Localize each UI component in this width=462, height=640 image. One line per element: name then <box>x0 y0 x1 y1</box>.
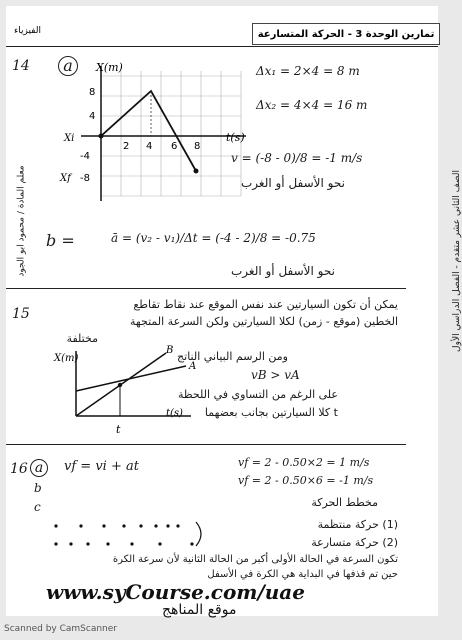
q15-divider <box>6 444 406 445</box>
q15-line6: t كلا السيارتين بجانب بعضهما <box>204 406 338 419</box>
worksheet-page <box>6 6 462 618</box>
motion-bracket <box>196 522 201 546</box>
q15-label-a: A <box>189 361 197 372</box>
q14-x-label: t(s) <box>226 131 245 144</box>
motion-dots-row-2 <box>54 542 193 545</box>
q16-motion-2: (2) حركة متسارعة <box>311 536 398 549</box>
q14-dx2: Δx₂ = 4×4 = 16 m <box>256 98 368 112</box>
q14-end-point <box>194 169 199 174</box>
teacher-name: معلم المادة / محمود ابو الجود <box>16 165 27 277</box>
q15-label-b: B <box>166 345 174 356</box>
motion-dots-row-1 <box>54 524 179 527</box>
y-tick-4: 4 <box>89 111 96 122</box>
q15-intersection-point <box>118 383 122 387</box>
q14-divider <box>6 288 406 289</box>
q14-velocity-note: نحو الأسفل أو الغرب <box>241 176 345 190</box>
q16-equation-1: vf = 2 - 0.50×2 = 1 m/s <box>238 456 370 469</box>
x-tick-4: 4 <box>146 141 153 152</box>
x-tick-2: 2 <box>123 141 130 152</box>
y-tick-8: 8 <box>89 87 96 98</box>
q16-part-b: b <box>34 481 42 495</box>
q14-dx1: Δx₁ = 2×4 = 8 m <box>256 64 360 78</box>
q16-note-2: حين تم قذفها في البداية هي الكرة في الأسفل <box>207 569 398 580</box>
q15-line3: مختلفة <box>66 332 98 345</box>
q16-motion-title: مخطط الحركة <box>311 496 378 509</box>
q14-part-b: b = <box>46 231 75 250</box>
subject-label: الفيزياء <box>14 26 41 36</box>
q15-label-t: t <box>116 423 121 436</box>
header-divider <box>6 46 438 47</box>
footer-website-link[interactable]: www.syCourse.com/uae <box>46 580 305 604</box>
q14-velocity-equation: v = (-8 - 0)/8 = -1 m/s <box>231 151 363 165</box>
q15-line2: الخطين (موقع - زمن) لكلا السيارتين ولكن السرعة المتجهة <box>130 315 398 328</box>
q14-start-point <box>99 134 104 139</box>
q15-line1: يمكن أن تكون السيارتين عند نفس الموقع عند نقاط تقاطع <box>133 298 398 311</box>
q16-main-equation: vf = vi + at <box>64 459 139 474</box>
page-title: تمارين الوحدة 3 - الحركة المتسارعة <box>252 23 440 45</box>
q15-line-a <box>76 366 186 391</box>
q16-part-c: c <box>34 500 41 514</box>
xi-label: Xi <box>64 133 75 144</box>
q14-position-line <box>101 91 196 171</box>
q15-line5: على الرغم من التساوي في اللحظة <box>178 388 338 401</box>
xf-label: Xf <box>60 173 71 184</box>
y-tick-neg4: -4 <box>80 151 90 162</box>
x-tick-8: 8 <box>194 141 201 152</box>
q15-position-graph <box>26 341 226 441</box>
q16-part-a: a <box>30 459 48 477</box>
q16-equation-2: vf = 2 - 0.50×6 = -1 m/s <box>238 474 374 487</box>
scanner-watermark: Scanned by CamScanner <box>4 624 117 634</box>
q16-note-1: تكون السرعة في الحالة الأولى أكبر من الحالة الثانية لأن سرعة الكرة <box>112 554 398 565</box>
q15-inequality: vB > vA <box>251 368 300 382</box>
q15-number: 15 <box>12 306 30 322</box>
q16-number: 16 <box>10 461 28 477</box>
q15-y-label: X(m) <box>54 353 79 364</box>
footer-site-name: موقع المناهج <box>162 602 237 618</box>
y-tick-neg8: -8 <box>80 173 90 184</box>
q14-acceleration-equation: ā = (v₂ - v₁)/Δt = (-4 - 2)/8 = -0.75 <box>111 231 316 245</box>
x-tick-6: 6 <box>171 141 178 152</box>
q14-grid <box>101 71 241 196</box>
q14-acceleration-note: نحو الأسفل أو الغرب <box>231 264 335 278</box>
q14-position-graph <box>26 61 251 211</box>
q14-y-label: X(m) <box>96 61 123 74</box>
q16-motion-diagram <box>26 516 226 556</box>
q14-part-a: a <box>58 56 78 76</box>
q15-line4: ومن الرسم البياني الناتج <box>177 350 288 363</box>
grade-label: الصف الثاني عشر متقدم - الفصل الدراسي الأول <box>451 170 462 352</box>
q16-motion-1: (1) حركة منتظمة <box>317 518 398 531</box>
q15-x-label: t(s) <box>166 408 183 419</box>
q14-number: 14 <box>12 58 30 74</box>
